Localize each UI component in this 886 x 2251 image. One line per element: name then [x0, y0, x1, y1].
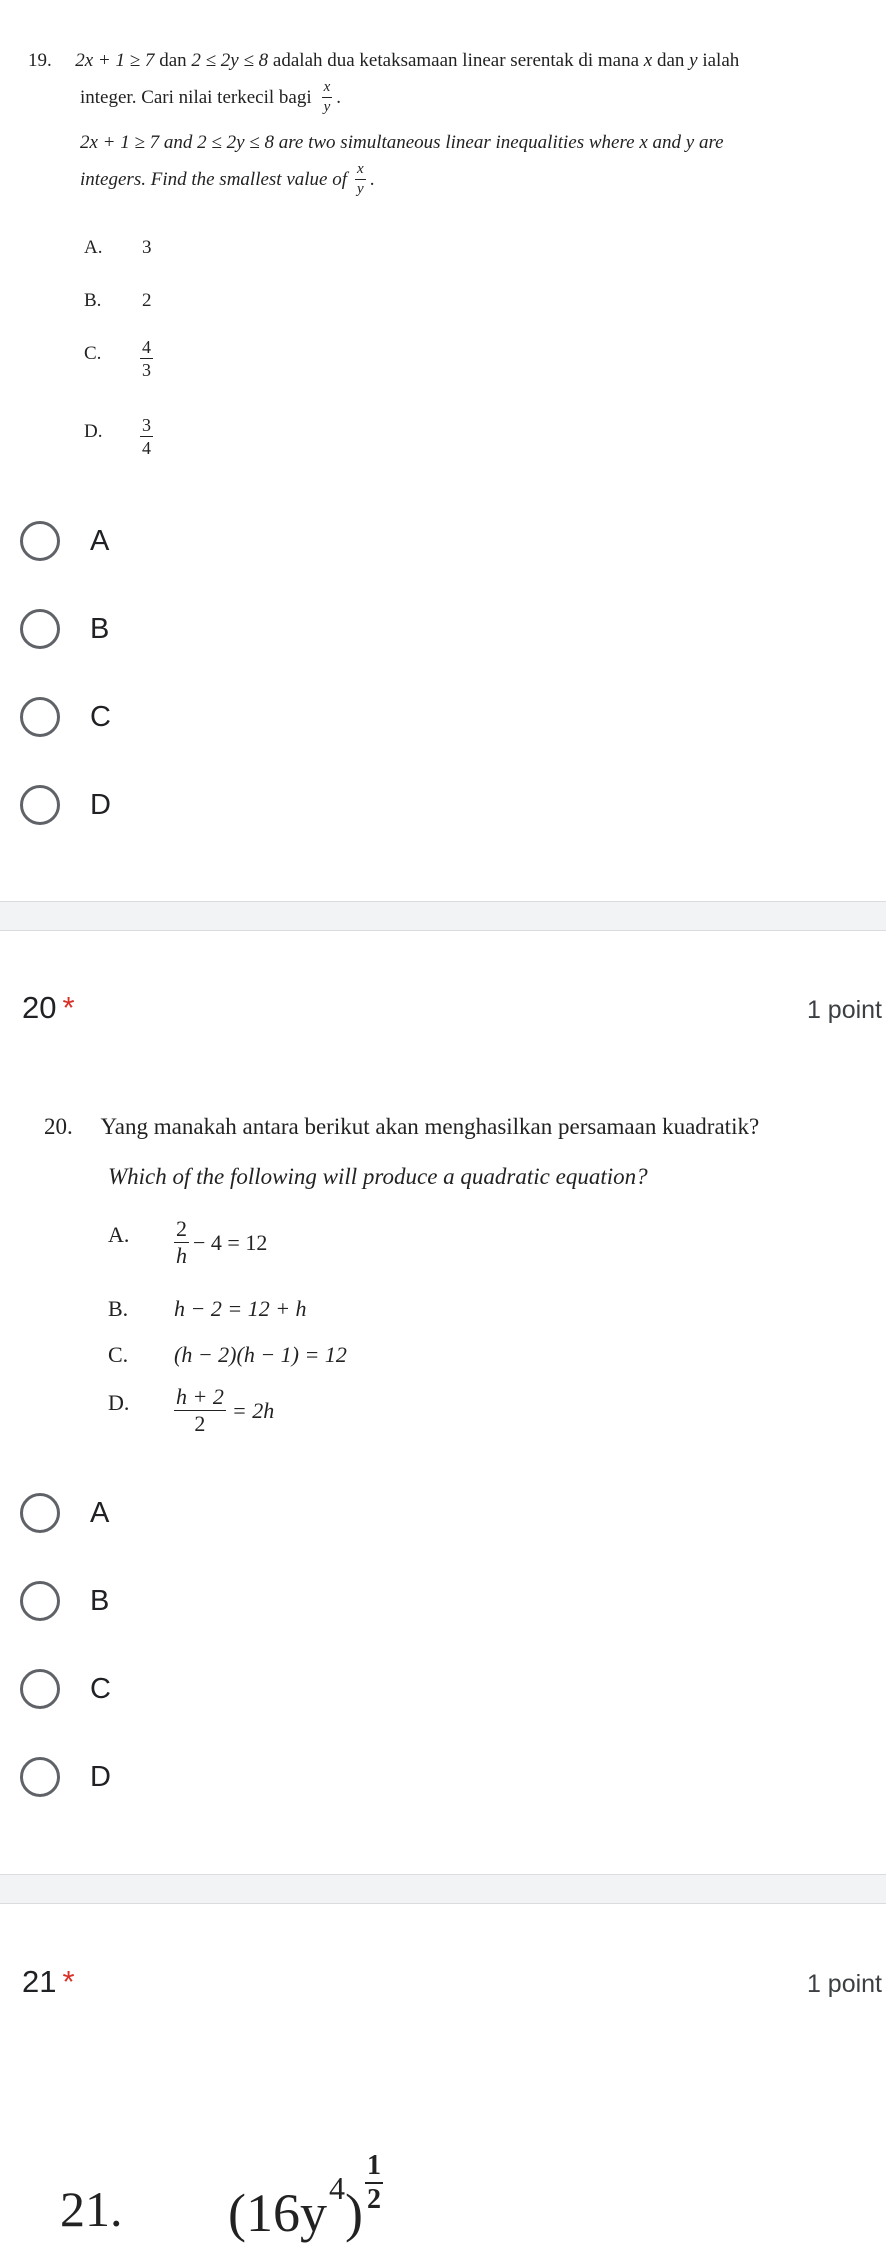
q19-choice-d[interactable]	[20, 780, 860, 830]
q19-malay-line-1	[28, 50, 739, 72]
q20-option-b	[108, 1296, 307, 1322]
q19-option-b	[84, 290, 152, 312]
q20-option-a-den: h	[176, 1243, 187, 1268]
q20-option-d-fraction	[174, 1386, 226, 1435]
q19-english-line-2	[80, 162, 374, 197]
q19-english-line-2-text: integers. Find the smallest value of	[80, 168, 348, 190]
q19-choice-d-label: D	[90, 788, 111, 821]
q19-choice-c-label: C	[90, 700, 111, 733]
q19-malay-x: x	[643, 50, 653, 71]
q20-choice-a-label: A	[90, 1496, 110, 1529]
q20-option-c	[108, 1342, 347, 1368]
q19-option-c-num: 4	[142, 337, 151, 357]
q20-option-a-expr	[174, 1218, 267, 1267]
q19-option-d-fraction	[140, 416, 153, 457]
fraction-bar	[140, 358, 153, 359]
q19-choice-b[interactable]	[20, 604, 860, 654]
fraction-bar	[322, 97, 333, 98]
q19-option-a-value: 3	[142, 237, 152, 258]
q20-option-a-num: 2	[176, 1216, 187, 1241]
q20-choice-c[interactable]	[20, 1664, 860, 1714]
q19-malay-ialah: ialah	[697, 50, 740, 71]
required-asterisk: *	[62, 990, 75, 1025]
radio-button[interactable]	[20, 1493, 60, 1533]
q19-malay-line-2	[80, 80, 341, 115]
radio-button[interactable]	[20, 609, 60, 649]
q20-option-d-expr	[174, 1386, 274, 1435]
q19-malay-line-2-text: integer. Cari nilai terkecil bagi	[80, 86, 312, 108]
q20-option-d-rest: = 2h	[231, 1397, 275, 1423]
q20-option-a-rest: − 4 = 12	[193, 1229, 268, 1255]
q20-option-c-letter: C.	[108, 1342, 129, 1367]
q19-option-a	[84, 237, 152, 259]
q20-option-d-den: 2	[194, 1411, 206, 1436]
q19-option-b-value: 2	[142, 290, 152, 311]
q19-option-c-fraction	[140, 338, 153, 379]
q20-choice-d-label: D	[90, 1760, 111, 1793]
radio-button[interactable]	[20, 785, 60, 825]
q20-option-c-expr: (h − 2)(h − 1) = 12	[174, 1342, 347, 1367]
q20-points: 1 point	[806, 996, 882, 1024]
q21-base: (16y	[228, 2183, 327, 2243]
q21-expression	[228, 2150, 383, 2244]
q19-option-c-letter: C.	[84, 343, 102, 364]
radio-button[interactable]	[20, 1669, 60, 1709]
required-asterisk: *	[62, 1964, 75, 1999]
radio-button[interactable]	[20, 697, 60, 737]
q20-malay-line	[44, 1114, 759, 1140]
q19-malay-frac-num: x	[323, 79, 331, 95]
q19-malay-dan: dan	[154, 50, 192, 71]
q19-option-d-den: 4	[142, 438, 151, 458]
q21-title	[22, 1964, 75, 2000]
q19-choice-b-label: B	[90, 612, 110, 645]
q20-choice-b-label: B	[90, 1584, 110, 1617]
q19-english-period: .	[369, 168, 375, 190]
fraction-bar	[140, 436, 153, 437]
q21-exp-den: 2	[366, 2184, 381, 2215]
q19-option-a-letter: A.	[84, 237, 103, 258]
q19-option-d-num: 3	[142, 415, 151, 435]
q19-english-fraction	[355, 162, 366, 197]
q21-number: 21.	[60, 2181, 123, 2237]
q21-exponent-fraction	[365, 2152, 383, 2214]
q20-option-d-num: h + 2	[176, 1384, 224, 1409]
q20-option-d-letter: D.	[108, 1390, 130, 1415]
section-divider	[0, 901, 886, 931]
fraction-bar	[355, 179, 366, 180]
q19-choice-a[interactable]	[20, 516, 860, 566]
q19-malay-ineq2: 2 ≤ 2y ≤ 8	[191, 50, 269, 71]
q21-points: 1 point	[806, 1970, 882, 1998]
q20-title-number: 20	[22, 990, 57, 1025]
q19-number: 19.	[28, 50, 52, 71]
q19-choice-c[interactable]	[20, 692, 860, 742]
q20-english-line: Which of the following will produce a quadratic equation?	[108, 1164, 648, 1189]
q19-option-c-den: 3	[142, 360, 151, 380]
question-21-image	[0, 2100, 886, 2251]
q20-choice-a[interactable]	[20, 1488, 860, 1538]
q20-option-b-letter: B.	[108, 1296, 129, 1321]
q20-title	[22, 990, 75, 1026]
q19-option-d-letter: D.	[84, 421, 103, 442]
q19-english-frac-num: x	[357, 161, 364, 177]
q19-malay-y: y	[689, 50, 698, 71]
radio-button[interactable]	[20, 521, 60, 561]
q19-english-line-1: 2x + 1 ≥ 7 and 2 ≤ 2y ≤ 8 are two simultaneous linear inequalities where x and y are	[80, 132, 724, 153]
q21-close-paren: )	[344, 2183, 363, 2243]
q20-choice-c-label: C	[90, 1672, 111, 1705]
q19-english-frac-den: y	[357, 181, 364, 197]
q20-choice-b[interactable]	[20, 1576, 860, 1626]
section-divider	[0, 1874, 886, 1904]
q19-malay-dan-2: dan	[652, 50, 690, 71]
radio-button[interactable]	[20, 1581, 60, 1621]
q21-exp-num: 1	[366, 2150, 381, 2181]
q21-title-number: 21	[22, 1964, 57, 1999]
q19-malay-frac-den: y	[323, 99, 331, 115]
q20-option-b-expr: h − 2 = 12 + h	[174, 1296, 307, 1321]
q19-malay-fraction	[322, 80, 333, 115]
q20-option-a-fraction	[174, 1218, 189, 1267]
q20-malay-text: Yang manakah antara berikut akan menghasilkan persamaan kuadratik?	[100, 1114, 760, 1139]
q19-malay-ineq1: 2x + 1 ≥ 7	[75, 50, 155, 71]
q19-malay-text: adalah dua ketaksamaan linear serentak di mana	[268, 50, 644, 71]
q19-choice-a-label: A	[90, 524, 110, 557]
radio-button[interactable]	[20, 1757, 60, 1797]
q19-period: .	[336, 86, 342, 108]
q21-base-exponent: 4	[328, 2170, 345, 2206]
question-20-image	[0, 1090, 886, 1470]
q20-number: 20.	[44, 1114, 73, 1139]
question-19-image	[0, 0, 886, 480]
q19-option-b-letter: B.	[84, 290, 102, 311]
q20-choice-d[interactable]	[20, 1752, 860, 1802]
q20-option-a-letter: A.	[108, 1222, 130, 1247]
